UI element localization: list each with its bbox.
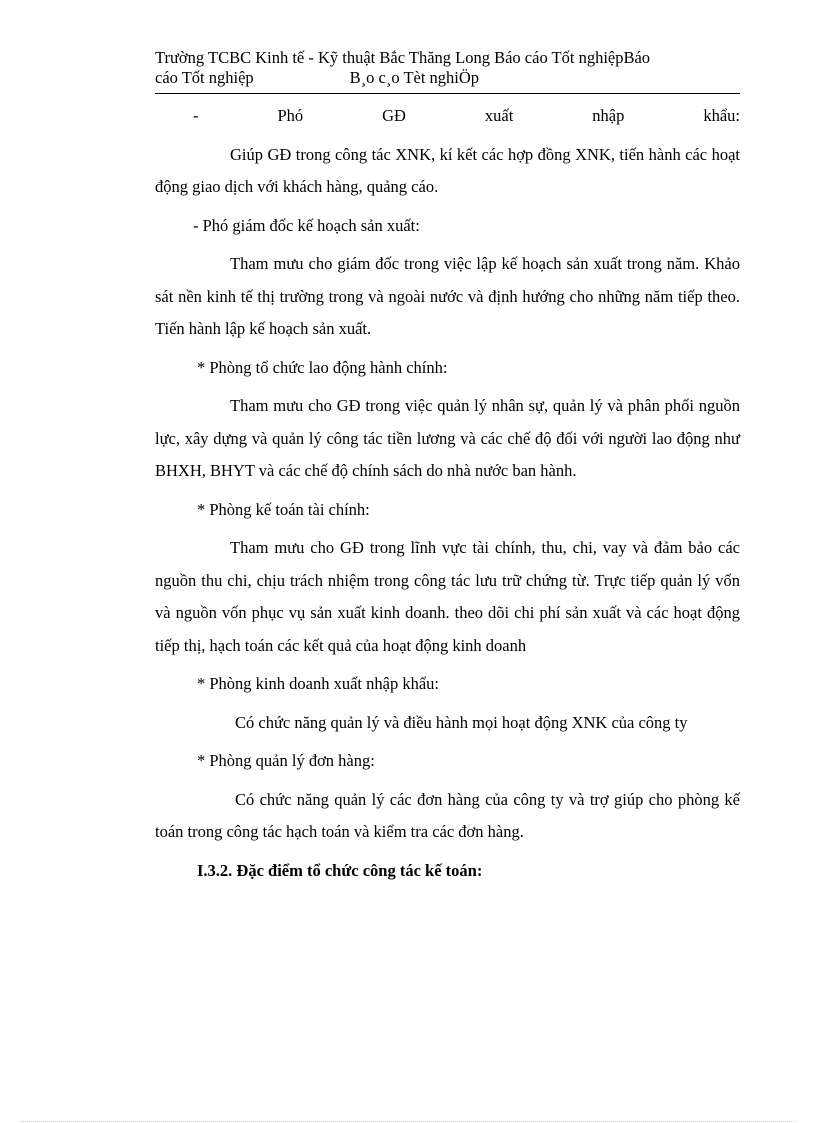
header-line-2 bbox=[155, 68, 740, 88]
paragraph-8: Tham mưu cho GĐ trong lĩnh vực tài chính, thu, chi, vay và đảm bảo các nguồn thu chi, chịu trách nhiệm trong công tác lưu trữ chứng từ. Trực tiếp quản lý vốn và nguồn vốn phục vụ sản xuất kinh doanh. theo dõi chi phí sản xuất và các hoạt động tiếp thị, hạch toán các kết quả của hoạt động kinh doanh bbox=[155, 538, 740, 655]
header-line-2-left: cáo Tốt nghiệp bbox=[155, 68, 254, 87]
section-heading: I.3.2. Đặc điểm tổ chức công tác kế toán: bbox=[197, 860, 483, 880]
document-body bbox=[155, 100, 740, 887]
paragraph-5: * Phòng tổ chức lao động hành chính: bbox=[197, 357, 448, 377]
paragraph-11: * Phòng quản lý đơn hàng: bbox=[197, 751, 375, 770]
paragraph-4: Tham mưu cho giám đốc trong việc lập kế hoạch sản xuất trong năm. Khảo sát nền kinh tế thị trường trong và ngoài nước và định hướng cho những năm tiếp theo. Tiến hành lập kế hoạch sản xuất. bbox=[155, 254, 740, 338]
page-bottom-border bbox=[20, 1121, 796, 1122]
paragraph-12: Có chức năng quản lý các đơn hàng của công ty và trợ giúp cho phòng kế toán trong công tác hạch toán và kiểm tra các đơn hàng. bbox=[155, 789, 740, 841]
paragraph-9: * Phòng kinh doanh xuất nhập khẩu: bbox=[197, 674, 439, 693]
paragraph-2: Giúp GĐ trong công tác XNK, kí kết các hợp đồng XNK, tiến hành các hoạt động giao dịch với khách hàng, quảng cáo. bbox=[155, 144, 740, 196]
paragraph-3: - Phó giám đốc kế hoạch sản xuất: bbox=[193, 215, 420, 235]
paragraph-1: - Phó GĐ xuất nhập khẩu: bbox=[193, 106, 740, 125]
paragraph-10: Có chức năng quản lý và điều hành mọi hoạt động XNK của công ty bbox=[235, 712, 688, 732]
page-header bbox=[155, 48, 740, 88]
header-line-1: Trường TCBC Kinh tế - Kỹ thuật Bắc Thăng Long Báo cáo Tốt nghiệpBáo bbox=[155, 48, 651, 67]
header-rule bbox=[155, 93, 740, 94]
header-line-2-right: B¸o c¸o Tèt nghiÖp bbox=[349, 68, 480, 87]
paragraph-7: * Phòng kế toán tài chính: bbox=[197, 499, 370, 519]
paragraph-6: Tham mưu cho GĐ trong việc quản lý nhân sự, quản lý và phân phối nguồn lực, xây dựng và quản lý công tác tiền lương và các chế độ đối với người lao động như BHXH, BHYT và các chế độ chính sách do nhà nước ban hành. bbox=[155, 396, 740, 480]
